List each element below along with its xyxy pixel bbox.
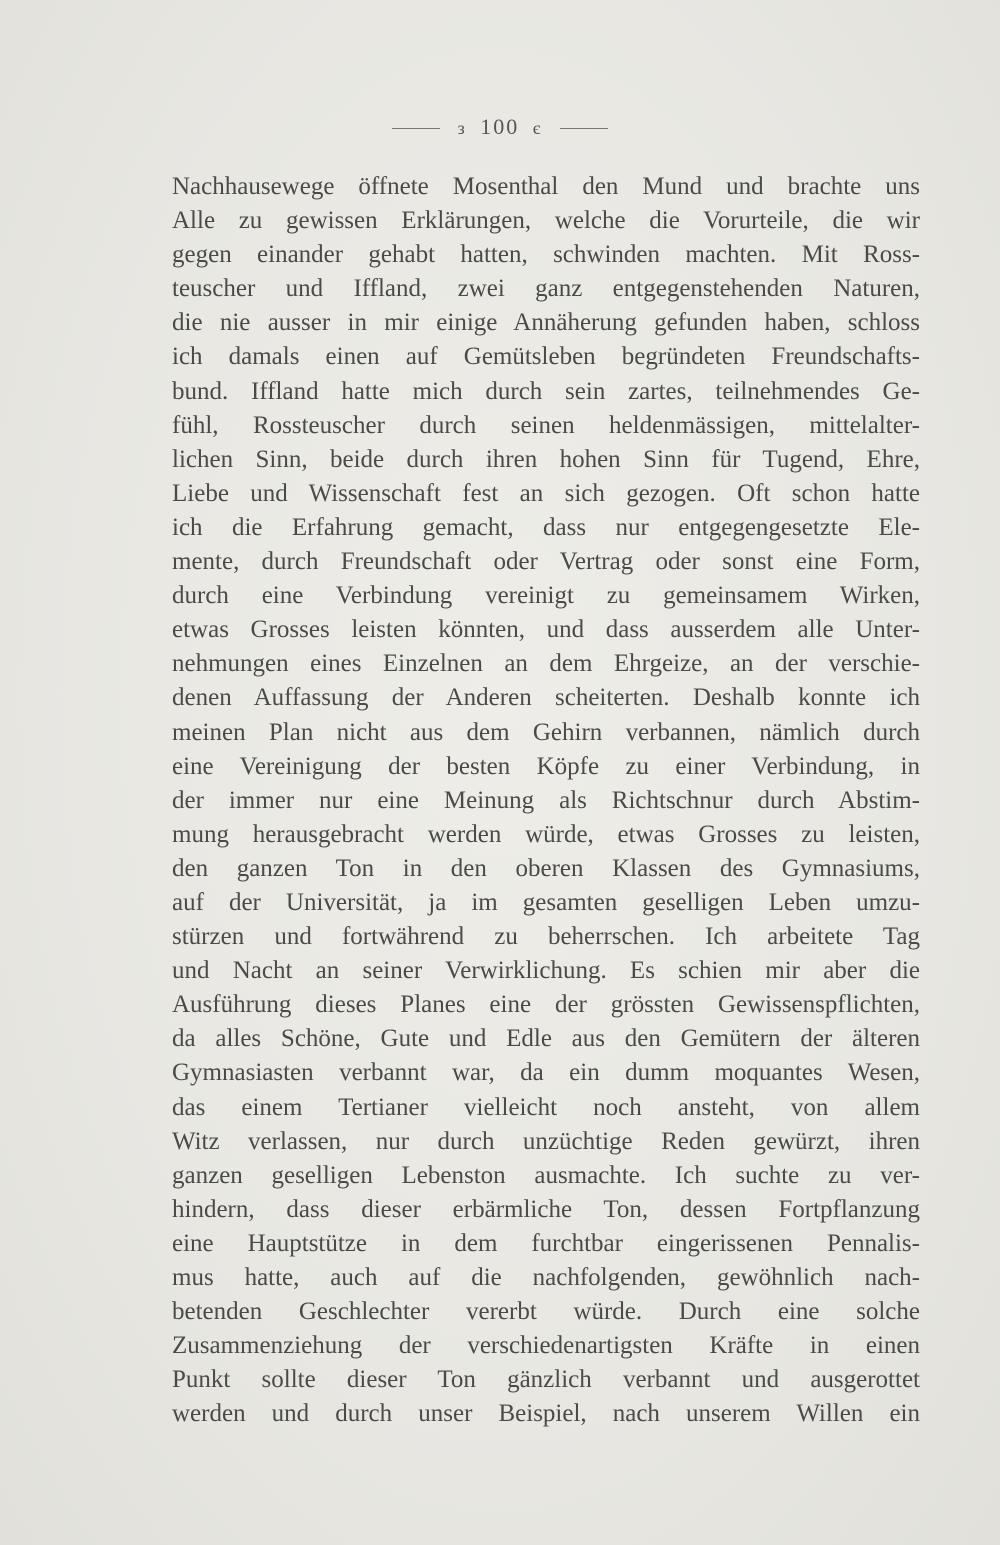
text-line: lichen Sinn, beide durch ihren hohen Sinn für Tugend, Ehre, bbox=[172, 445, 920, 473]
text-line: Gymnasiasten verbannt war, da ein dumm moquantes Wesen, bbox=[172, 1059, 920, 1087]
text-line: eine Hauptstütze in dem furchtbar eingerissenen Pennalis- bbox=[172, 1229, 920, 1257]
text-line: Nachhausewege öffnete Mosenthal den Mund und brachte uns bbox=[172, 173, 920, 200]
text-line: auf der Universität, ja im gesamten geselligen Leben umzu- bbox=[172, 888, 920, 916]
text-line: Punkt sollte dieser Ton gänzlich verbannt und ausgerottet bbox=[172, 1366, 920, 1394]
text-line: mente, durch Freundschaft oder Vertrag oder sonst eine Form, bbox=[172, 548, 920, 576]
header-rule-left bbox=[392, 128, 440, 129]
text-line: gegen einander gehabt hatten, schwinden machten. Mit Ross- bbox=[172, 241, 920, 269]
text-line: durch eine Verbindung vereinigt zu gemeinsamem Wirken, bbox=[172, 582, 920, 610]
header-ornament-right: є bbox=[532, 118, 543, 138]
text-line: meinen Plan nicht aus dem Gehirn verbannen, nämlich durch bbox=[172, 718, 920, 746]
text-line: Alle zu gewissen Erklärungen, welche die Vorurteile, die wir bbox=[172, 207, 920, 235]
text-line: eine Vereinigung der besten Köpfe zu einer Verbindung, in bbox=[172, 752, 920, 780]
text-line: werden und durch unser Beispiel, nach unserem Willen ein bbox=[172, 1400, 920, 1428]
text-line: betenden Geschlechter vererbt würde. Durch eine solche bbox=[172, 1298, 920, 1326]
text-line: mus hatte, auch auf die nachfolgenden, gewöhnlich nach- bbox=[172, 1264, 920, 1291]
text-line: das einem Tertianer vielleicht noch ansteht, von allem bbox=[172, 1093, 920, 1121]
text-line: denen Auffassung der Anderen scheiterten. Deshalb konnte ich bbox=[172, 684, 920, 712]
text-line: da alles Schöne, Gute und Edle aus den Gemütern der älteren bbox=[172, 1025, 920, 1053]
header-ornament-left: з bbox=[457, 118, 467, 138]
text-line: die nie ausser in mir einige Annäherung gefunden haben, schloss bbox=[172, 309, 920, 337]
text-line: Witz verlassen, nur durch unzüchtige Reden gewürzt, ihren bbox=[172, 1127, 920, 1155]
text-line: hindern, dass dieser erbärmliche Ton, dessen Fortpflanzung bbox=[172, 1195, 920, 1223]
text-line: Liebe und Wissenschaft fest an sich gezogen. Oft schon hatte bbox=[172, 479, 920, 507]
text-line: ganzen geselligen Lebenston ausmachte. Ich suchte zu ver- bbox=[172, 1161, 920, 1189]
page-number: 100 bbox=[480, 114, 520, 139]
text-line: bund. Iffland hatte mich durch sein zartes, teilnehmendes Ge- bbox=[172, 377, 920, 405]
text-line: etwas Grosses leisten könnten, und dass ausserdem alle Unter- bbox=[172, 616, 920, 644]
text-line: fühl, Rossteuscher durch seinen heldenmässigen, mittelalter- bbox=[172, 411, 920, 439]
body-text bbox=[172, 170, 920, 1431]
text-line: den ganzen Ton in den oberen Klassen des Gymnasiums, bbox=[172, 854, 920, 882]
text-line: der immer nur eine Meinung als Richtschnur durch Abstim- bbox=[172, 786, 920, 814]
text-line: Ausführung dieses Planes eine der grössten Gewissenspflichten, bbox=[172, 991, 920, 1019]
page-header bbox=[0, 114, 1000, 140]
text-line: ich damals einen auf Gemütsleben begründeten Freundschafts- bbox=[172, 343, 920, 371]
text-line: Zusammenziehung der verschiedenartigsten Kräfte in einen bbox=[172, 1332, 920, 1360]
header-rule-right bbox=[560, 128, 608, 129]
text-line: nehmungen eines Einzelnen an dem Ehrgeize, an der verschie- bbox=[172, 650, 920, 678]
text-line: teuscher und Iffland, zwei ganz entgegenstehenden Naturen, bbox=[172, 275, 920, 303]
text-line: mung herausgebracht werden würde, etwas Grosses zu leisten, bbox=[172, 820, 920, 848]
text-line: ich die Erfahrung gemacht, dass nur entgegengesetzte Ele- bbox=[172, 513, 920, 541]
text-line: und Nacht an seiner Verwirklichung. Es schien mir aber die bbox=[172, 957, 920, 985]
text-line: stürzen und fortwährend zu beherrschen. Ich arbeitete Tag bbox=[172, 923, 920, 951]
